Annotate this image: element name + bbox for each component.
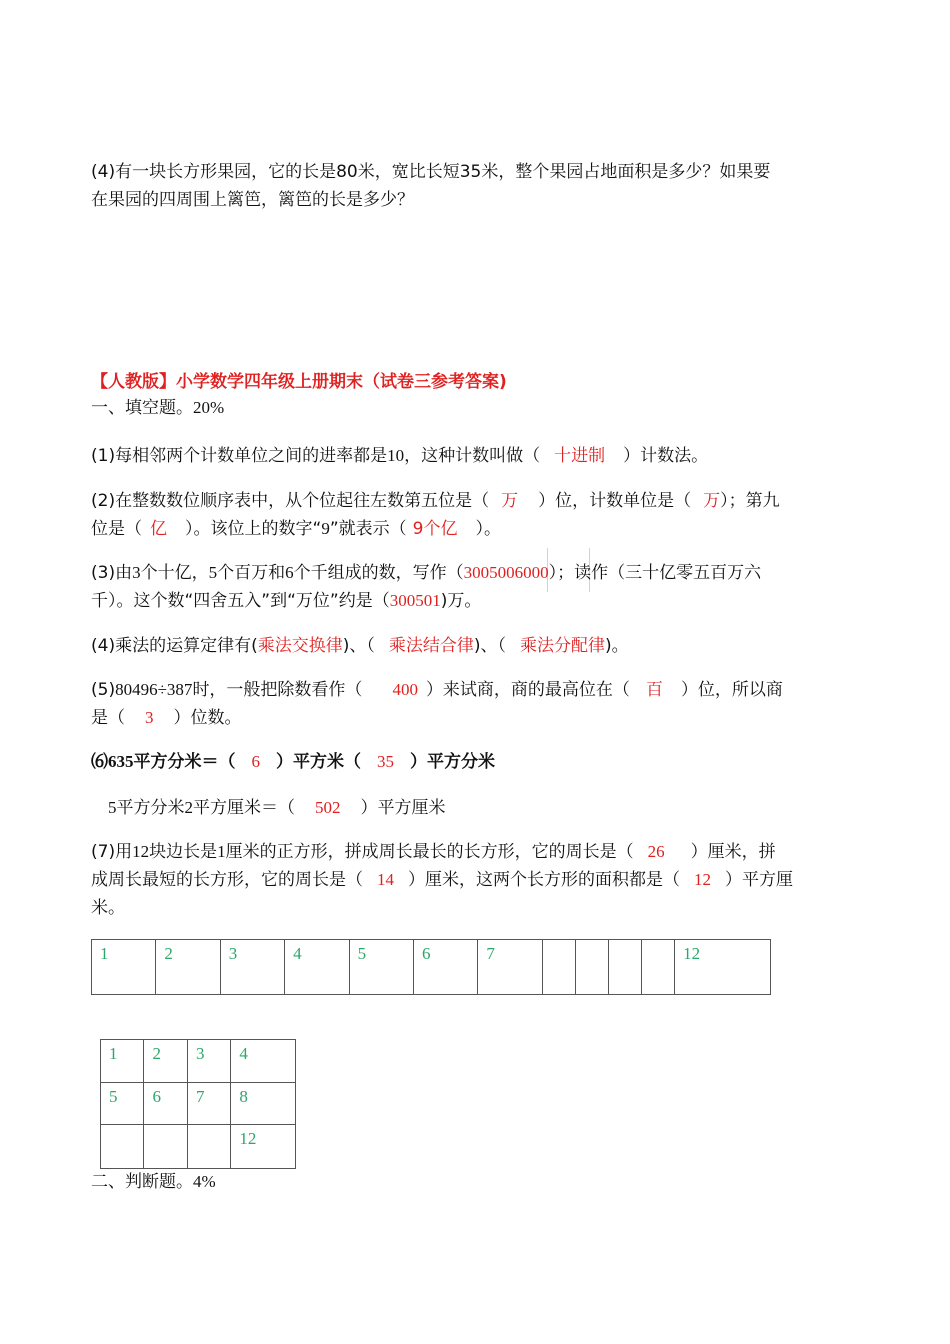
q6-num-2b: 2 <box>184 798 193 817</box>
q2-text-3: ）。该位上的数字“ <box>185 519 322 539</box>
grid-cell: 2 <box>144 1040 187 1083</box>
q4-text-3: )、（ <box>473 636 506 656</box>
q7-text-5: 成周长最短的长方形，它的周长是（ <box>91 870 363 890</box>
grid-cell: 12 <box>675 940 771 995</box>
q2-answer-1: 万 <box>501 491 519 511</box>
q1-text: (1)每相邻两个计数单位之间的进率都是 <box>91 446 388 466</box>
q7-answer-1: 26 <box>647 842 665 861</box>
q7-text-7: ）平方厘 <box>725 870 793 890</box>
q2-text-4: ”就表示（ <box>329 519 407 539</box>
q7-text-2: 块边长是 <box>149 842 218 862</box>
q3-answer-1: 3005006000 <box>463 563 549 582</box>
question-2-line2 <box>91 518 501 540</box>
q6-text-5: 平方分米 <box>116 798 185 818</box>
q6-text-4: ）平方分米 <box>410 752 495 772</box>
grid-cell: 1 <box>92 940 156 995</box>
q7-answer-2: 14 <box>377 870 394 889</box>
q4-answer-2: 乘法结合律 <box>388 636 474 656</box>
q2-text-2: 位是（ <box>91 519 142 539</box>
q5-text-5: 是（ <box>91 708 125 728</box>
grid-cell: 7 <box>187 1083 230 1125</box>
q3-text-7: )万。 <box>440 591 482 611</box>
q2-text: (2)在整数数位顺序表中，从个位起往左数第五位是（ <box>91 491 490 511</box>
q2-digit: 9 <box>321 519 330 538</box>
q5-text-2: 时，一般把除数看作（ <box>192 680 363 700</box>
q3-text-6: 千）。这个数“四舍五入”到“万位”约是（ <box>91 591 390 611</box>
q3-answer-2: 300501 <box>389 591 441 610</box>
grid-cell <box>642 940 675 995</box>
q3-text-4: 个千组成的数，写作（ <box>293 563 464 583</box>
q3-text-5: ）；读作（三十亿零五百万六 <box>548 563 762 583</box>
section2-score: 4% <box>193 1172 216 1191</box>
question-7-line3: 米。 <box>91 898 125 918</box>
q3-num-3: 6 <box>285 563 294 582</box>
question-2-line1 <box>91 490 780 512</box>
grid-cell <box>101 1125 144 1169</box>
grid-cell: 3 <box>220 940 284 995</box>
question-4 <box>91 635 629 657</box>
q3-text-3: 个百万和 <box>217 563 286 583</box>
q5-answer-2: 百 <box>645 680 663 700</box>
section1-heading <box>91 397 224 419</box>
question-1 <box>91 445 708 467</box>
grid-cell <box>187 1125 230 1169</box>
q4-answer-3: 乘法分配律 <box>520 636 605 656</box>
grid-cell <box>542 940 575 995</box>
q3-num-1: 3 <box>132 563 141 582</box>
question-7-line2 <box>91 869 793 891</box>
section1-heading-text: 一、填空题。 <box>91 398 193 418</box>
grid-cell: 7 <box>478 940 542 995</box>
q7-num-2: 1 <box>217 842 226 861</box>
q5-answer-1: 400 <box>392 680 418 699</box>
prev-question-line1: (4)有一块长方形果园，它的长是80米，宽比长短35米，整个果园占地面积是多少？如果要 <box>91 162 771 182</box>
section2-heading <box>91 1171 216 1193</box>
grid-cell: 1 <box>101 1040 144 1083</box>
grid-cell <box>144 1125 187 1169</box>
q4-text-1: (4)乘法的运算定律有( <box>91 636 258 656</box>
question-5-line1 <box>91 679 783 701</box>
q2-text-end: ）；第九 <box>720 491 780 511</box>
q6-text-2: 平方分米＝（ <box>133 752 236 772</box>
q3-text-2: 个十亿， <box>140 563 209 583</box>
q1-text-mid: ，这种计数叫做（ <box>404 446 541 466</box>
answer-key-title: 【人教版】小学数学四年级上册期末（试卷三参考答案) <box>91 372 507 392</box>
prev-question-line2: 在果园的四周围上篱笆，篱笆的长是多少？ <box>91 190 414 210</box>
q2-text-5: ）。 <box>475 519 501 539</box>
grid-cell: 3 <box>187 1040 230 1083</box>
q6-text-6: 平方厘米＝（ <box>193 798 295 818</box>
q1-number: 10 <box>387 446 405 465</box>
grid-cell: 4 <box>285 940 349 995</box>
q5-text-1: (5) <box>91 680 116 700</box>
grid-1x12 <box>91 939 771 995</box>
section1-score: 20% <box>193 398 225 417</box>
grid-cell: 5 <box>349 940 413 995</box>
q6-text-7: ）平方厘米 <box>360 798 446 818</box>
grid-cell: 6 <box>144 1083 187 1125</box>
q2-text-mid: ）位，计数单位是（ <box>538 491 692 511</box>
q5-text-6: ）位数。 <box>173 708 242 728</box>
section2-heading-text: 二、判断题。 <box>91 1172 193 1192</box>
q1-text-end: ）计数法。 <box>623 446 709 466</box>
q6-answer-1: 6 <box>251 752 260 771</box>
q6-num-2a: 5 <box>108 798 117 817</box>
q4-text-2: )、（ <box>342 636 375 656</box>
q5-text-4: ）位，所以商 <box>680 680 783 700</box>
grid-3x4 <box>100 1039 296 1169</box>
q2-answer-4: 9个亿 <box>412 519 458 539</box>
q4-answer-1: 乘法交换律 <box>257 636 343 656</box>
q2-answer-3: 亿 <box>150 519 167 539</box>
q6-number: 635 <box>108 752 134 771</box>
q1-answer: 十进制 <box>554 446 606 466</box>
question-7-line1 <box>91 841 776 863</box>
question-3-line2 <box>91 590 481 612</box>
question-3-line1 <box>91 562 761 584</box>
question-6-line2 <box>108 797 446 819</box>
grid-cell <box>608 940 641 995</box>
q3-text-1: (3)由 <box>91 563 133 583</box>
grid-cell: 5 <box>101 1083 144 1125</box>
q2-answer-2: 万 <box>703 491 721 511</box>
question-6-line1 <box>91 751 495 773</box>
grid-cell: 8 <box>231 1083 296 1125</box>
grid-cell: 6 <box>413 940 477 995</box>
q6-answer-3: 502 <box>315 798 341 817</box>
grid-cell: 4 <box>231 1040 296 1083</box>
grid-cell: 12 <box>231 1125 296 1169</box>
q4-text-4: )。 <box>605 636 629 656</box>
q7-text-1: (7)用 <box>91 842 133 862</box>
q7-text-4: ）厘米，拼 <box>690 842 776 862</box>
q7-text-6: ）厘米，这两个长方形的面积都是（ <box>408 870 680 890</box>
q6-text-1: ⑹ <box>91 752 108 772</box>
q7-text-3: 厘米的正方形，拼成周长最长的长方形，它的周长是（ <box>225 842 634 862</box>
q5-expression: 80496÷387 <box>115 680 193 699</box>
q6-answer-2: 35 <box>377 752 394 771</box>
grid-cell <box>575 940 608 995</box>
question-5-line2 <box>91 707 242 729</box>
q6-text-3: ）平方米（ <box>276 752 361 772</box>
q3-num-2: 5 <box>208 563 218 582</box>
q7-answer-3: 12 <box>694 870 711 889</box>
grid-cell: 2 <box>156 940 220 995</box>
q5-answer-3: 3 <box>145 708 154 727</box>
q5-text-3: ）来试商，商的最高位在（ <box>425 680 630 700</box>
q7-num-1: 12 <box>132 842 150 861</box>
